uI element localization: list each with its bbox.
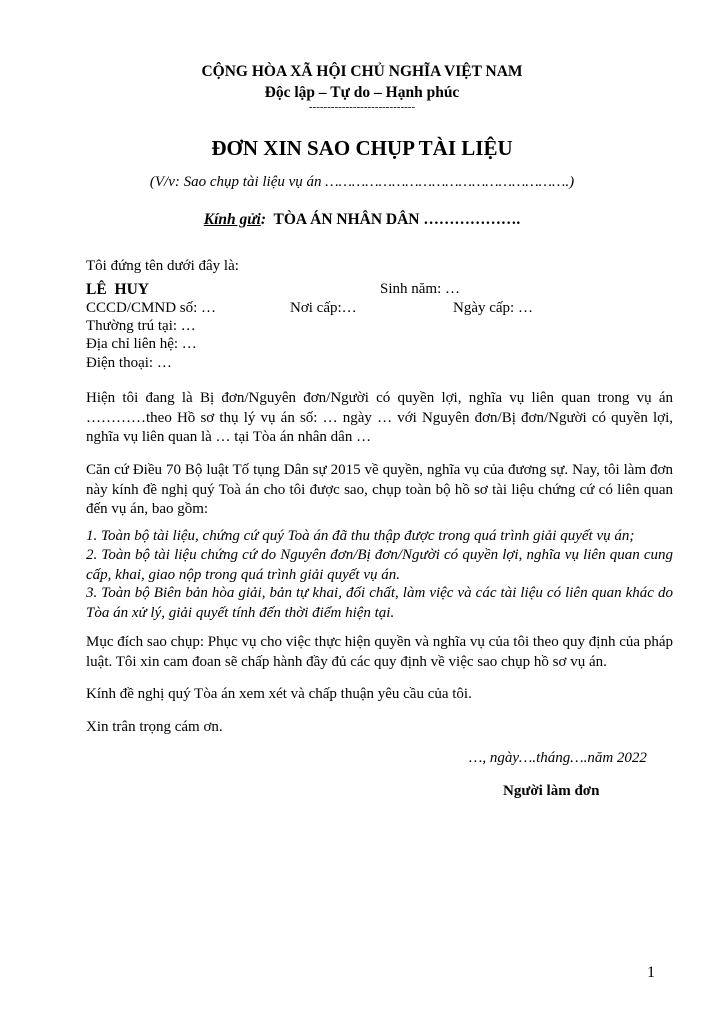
paragraph-case-status: Hiện tôi đang là Bị đơn/Nguyên đơn/Người có quyền lợi, nghĩa vụ liên quan trong vụ án …………theo Hồ sơ thụ lý vụ án số: … ngày … với Nguyên đơn/Bị đơn/Người có quyền lợi, nghĩa vụ liên quan là … tại Tòa án nhân dân … <box>86 390 673 445</box>
page-number: 1 <box>647 964 655 981</box>
paragraph-legal-basis: Căn cứ Điều 70 Bộ luật Tố tụng Dân sự 2015 về quyền, nghĩa vụ của đương sự. Nay, tôi làm đơn này kính đề nghị quý Toà án cho tôi được sao, chụp toàn bộ hồ sơ tài liệu chứng cứ có liên quan đến vụ án, bao gồm: <box>86 462 673 517</box>
paragraph-thanks: Xin trân trọng cám ơn. <box>86 719 223 735</box>
person-name: LÊ HUY <box>86 281 149 298</box>
national-motto: Độc lập – Tự do – Hạnh phúc <box>264 84 460 101</box>
list-item-2: 2. Toàn bộ tài liệu chứng cứ do Nguyên đơn/Bị đơn/Người có quyền lợi, nghĩa vụ liên quan cung cấp, khai, giao nộp trong quá trình giải quyết vụ án. <box>86 547 673 583</box>
signature-date: …, ngày….tháng….năm 2022 <box>469 750 647 766</box>
header-rule: ----------------------------- <box>308 101 416 113</box>
person-issue-place: Nơi cấp:… <box>290 300 357 316</box>
document-subject: (V/v: Sao chụp tài liệu vụ án ……………………………………………….) <box>149 174 575 190</box>
person-phone: Điện thoại: … <box>86 355 172 371</box>
recipient-line <box>0 211 724 229</box>
person-id-number: CCCD/CMND số: … <box>86 300 217 316</box>
person-issue-date: Ngày cấp: … <box>453 300 533 316</box>
signature-signer: Người làm đơn <box>503 783 600 799</box>
paragraph-request: Kính đề nghị quý Tòa án xem xét và chấp thuận yêu cầu của tôi. <box>86 686 472 702</box>
document-title: ĐƠN XIN SAO CHỤP TÀI LIỆU <box>211 136 513 160</box>
person-permanent-address: Thường trú tại: … <box>86 318 196 334</box>
paragraph-purpose: Mục đích sao chụp: Phục vụ cho việc thực hiện quyền và nghĩa vụ của tôi theo quy định của pháp luật. Tôi xin cam đoan sẽ chấp hành đầy đủ các quy định về việc sao chụp hồ sơ vụ án. <box>86 634 673 670</box>
recipient-colon: : <box>260 211 267 228</box>
list-item-3: 3. Toàn bộ Biên bản hòa giải, bản tự khai, đối chất, làm việc và các tài liệu có liên quan khác do Tòa án xử lý, giải quyết tính đến thời điểm hiện tại. <box>86 585 673 621</box>
recipient-label: Kính gửi <box>203 211 261 228</box>
national-title: CỘNG HÒA XÃ HỘI CHỦ NGHĨA VIỆT NAM <box>201 63 523 80</box>
person-birth-year: Sinh năm: … <box>380 281 461 297</box>
person-contact-address: Địa chỉ liên hệ: … <box>86 336 197 352</box>
list-item-1: 1. Toàn bộ tài liệu, chứng cứ quý Toà án đã thu thập được trong quá trình giải quyết vụ án; <box>86 528 635 544</box>
recipient-value: TÒA ÁN NHÂN DÂN ………………. <box>273 211 521 228</box>
intro-text: Tôi đứng tên dưới đây là: <box>86 258 239 274</box>
